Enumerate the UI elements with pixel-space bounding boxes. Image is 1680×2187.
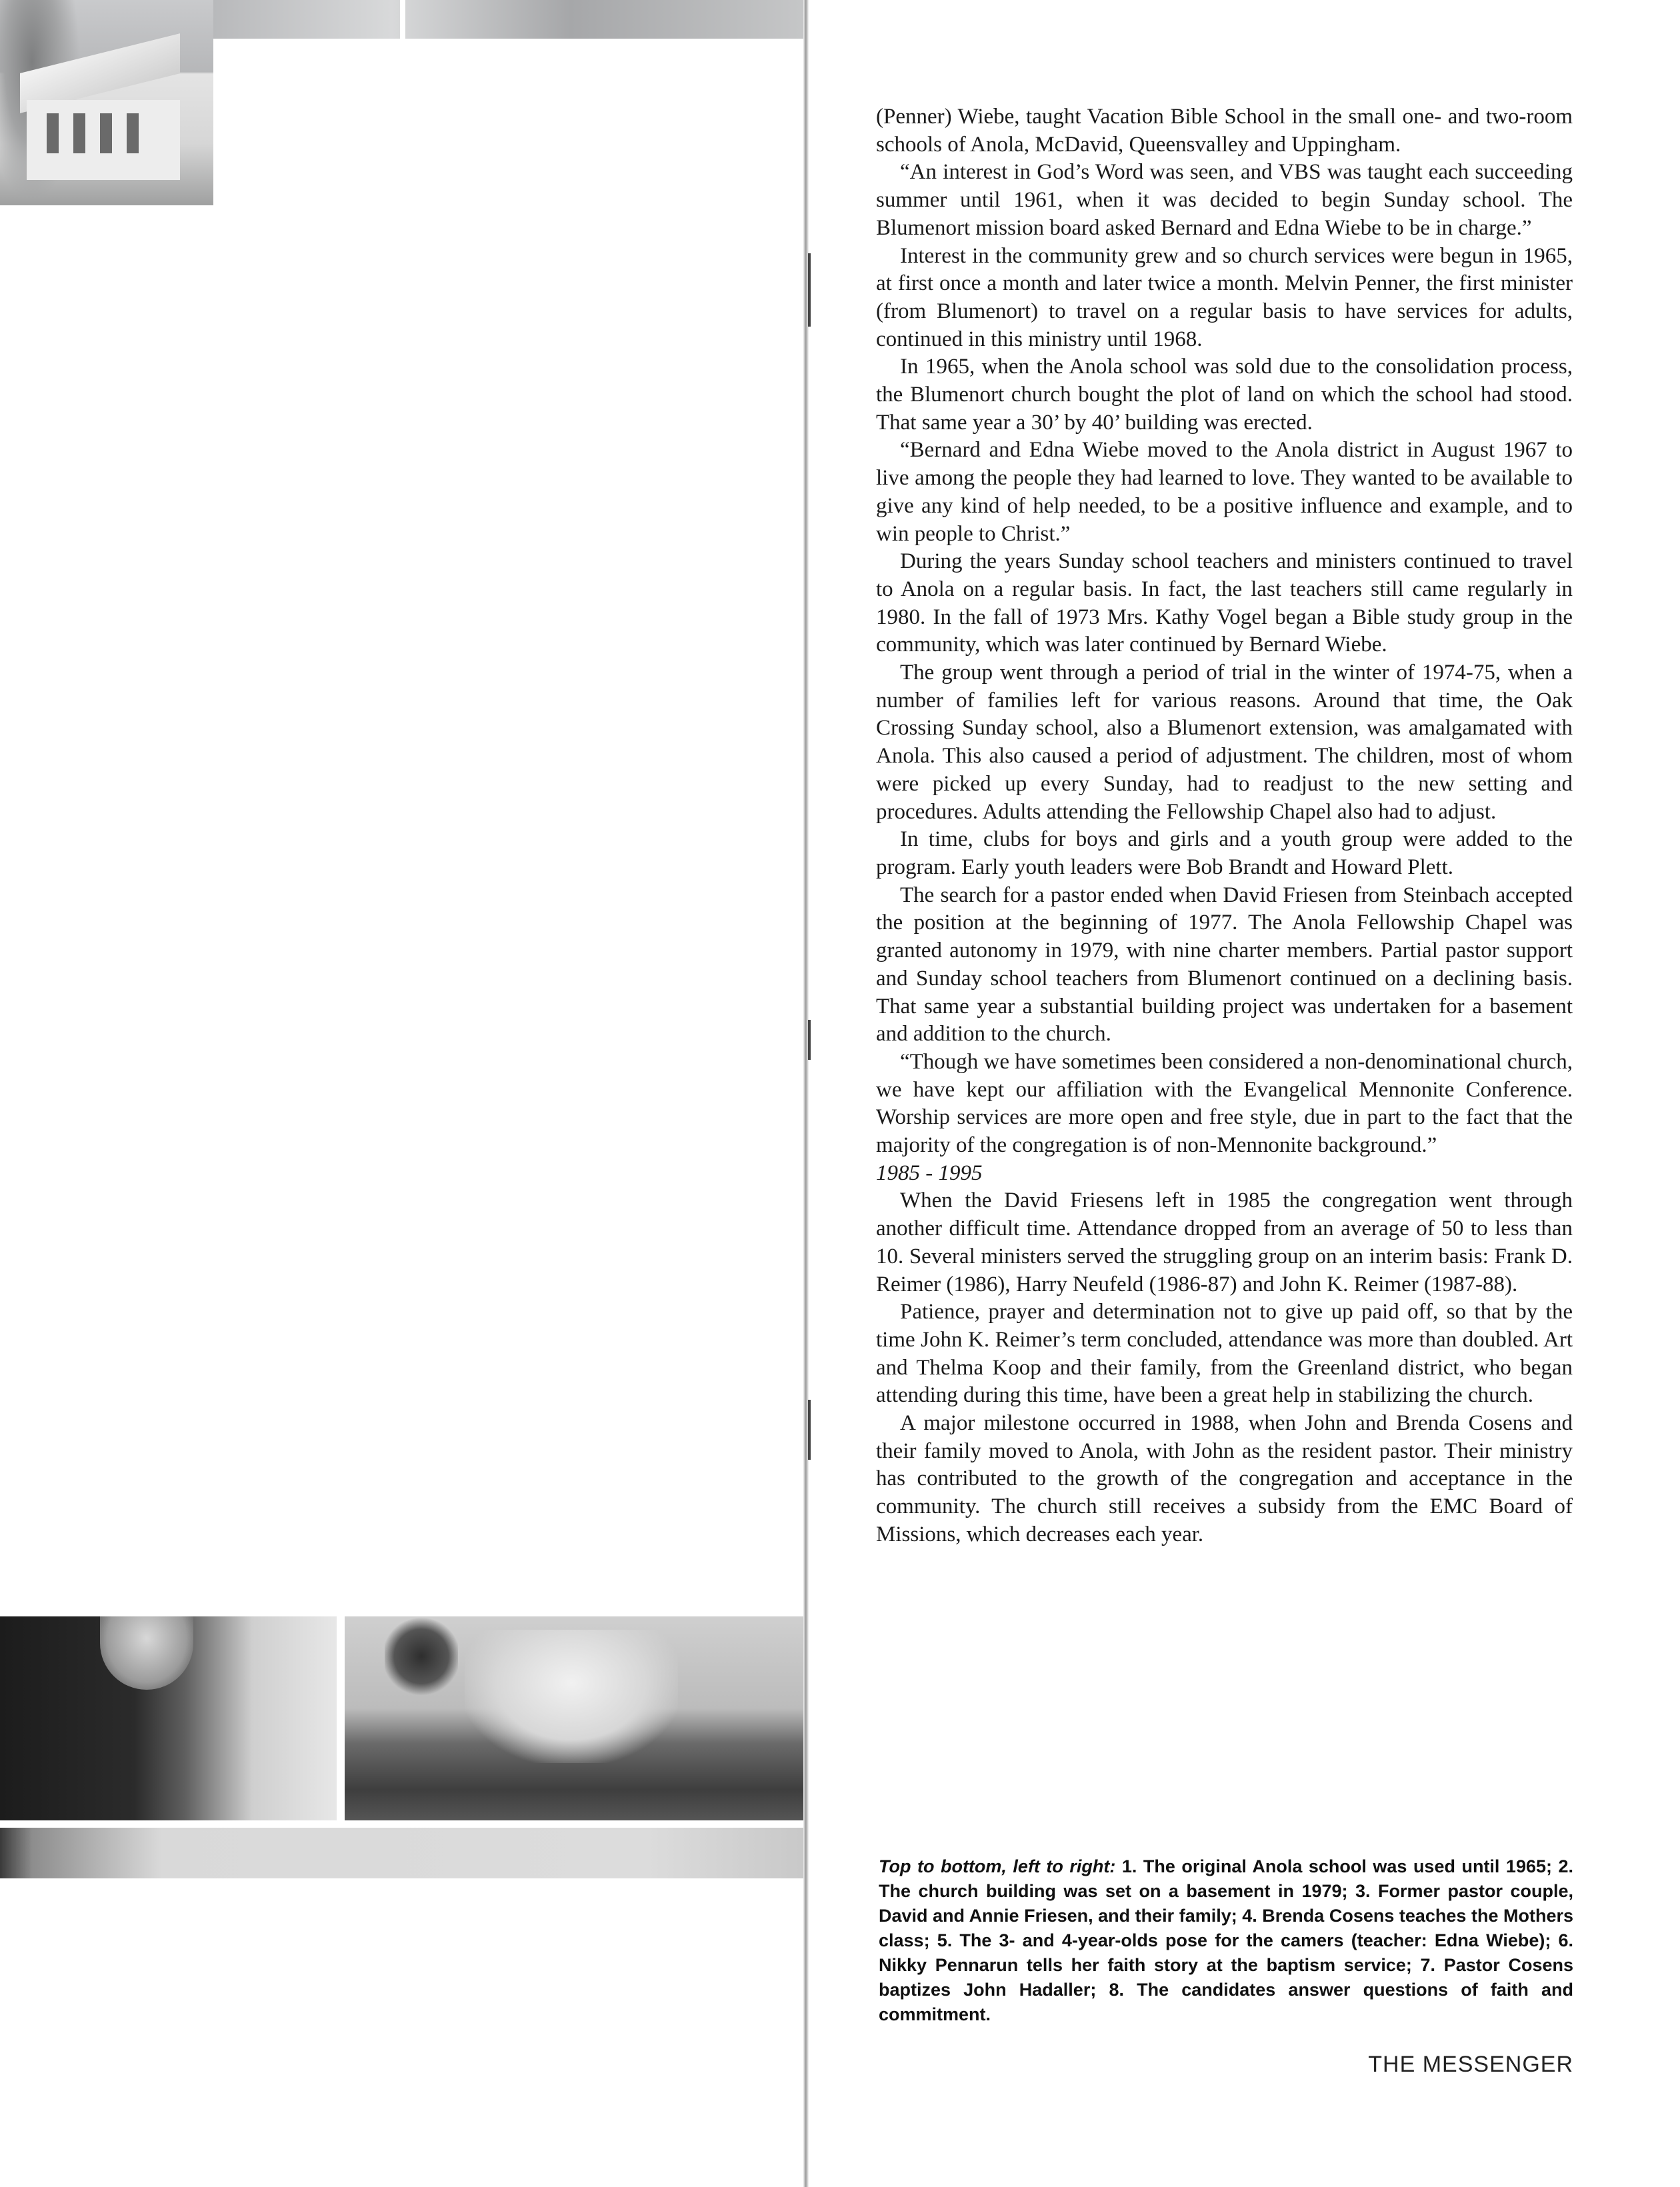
photo-school-window [100,113,112,153]
caption-lead: Top to bottom, left to right: [879,1856,1116,1876]
scan-edge-mark [808,1400,811,1460]
article-paragraph: When the David Friesens left in 1985 the congregation went through another difficult time. Attendance dropped from an average of 50 to less than 10. Several ministers served the struggling group on an interim basis: Frank D. Reimer (1986), Harry Neufeld (1986-87) and John K. Reimer (1987-88). [876,1188,1573,1296]
article-body [876,103,1573,1549]
photo-mothers-class [0,1616,337,1820]
article-paragraph: “Though we have sometimes been considered a non-denominational church, we have kept our affiliation with the Evangelical Mennonite Conference. Worship services are more open and free style, due in part to the fact that the majority of the congregation is of non-Mennonite background.” [876,1049,1573,1158]
article-paragraph: In 1965, when the Anola school was sold due to the consolidation process, the Blumenort church bought the plot of land on which the school had stood. That same year a 30’ by 40’ building was erected. [876,355,1573,435]
article-paragraph: Patience, prayer and determination not to give up paid off, so that by the time John K. Reimer’s term concluded, attendance was more than doubled. Art and Thelma Koop and their family, from the Greenland district, who began attending during this time, have been a great help in stabilizing the church. [876,1300,1573,1408]
caption-text: 1. The original Anola school was used until 1965; 2. The church building was set on a basement in 1979; 3. Former pastor couple, David and Annie Friesen, and their family; 4. Brenda Cosens teaches the Mothers class; 5. The 3- and 4-year-olds pose for the camers (teacher: Edna Wiebe); 6. Nikky Pennarun tells her faith story at the baptism service; 7. Pastor Cosens baptizes John Hadaller; 8. The candidates answer questions of faith and commitment. [879,1856,1574,2024]
photo-baptism [345,1616,808,1820]
article-paragraph: During the years Sunday school teachers and ministers continued to travel to Anola on a regular basis. In fact, the last teachers still came regularly in 1980. In the fall of 1973 Mrs. Kathy Vogel began a Bible study group in the community, which was later continued by Bernard Wiebe. [876,549,1573,657]
article-paragraph: The group went through a period of trial in the winter of 1974-75, when a number of families left for various reasons. Around that time, the Oak Crossing Sunday school, also a Blumenort extension, was amalgamated with Anola. This also caused a period of adjustment. The children, most of whom were picked up every Sunday, had to readjust to the new setting and procedures. Adults attending the Fellowship Chapel also had to adjust. [876,661,1573,824]
photo-school-window [47,113,59,153]
photo-divider [400,0,405,39]
article-paragraph: The search for a pastor ended when David Friesen from Steinbach accepted the position at the beginning of 1977. The Anola Fellowship Chapel was granted autonomy in 1979, with nine charter members. Partial pastor support and Sunday school teachers from Blumenort continued on a declining basis. That same year a substantial building project was undertaken for a basement and addition to the church. [876,883,1573,1047]
photo-figures [465,1630,678,1763]
photo-person [100,1616,193,1690]
photo-school-window [127,113,139,153]
scan-edge-mark [808,253,811,327]
photo-caption [879,1854,1573,2027]
section-subheading: 1985 - 1995 [876,1160,983,1185]
publication-footer: THE MESSENGER [1368,2052,1573,2077]
page-gutter [803,0,809,2187]
photo-school-window [73,113,85,153]
photo-bottom-strip [0,1828,808,1878]
article-paragraph: A major milestone occurred in 1988, when John and Brenda Cosens and their family moved to Anola, with John as the resident pastor. Their ministry has contributed to the growth of the congregation and acceptance in the community. The church still receives a subsidy from the EMC Board of Missions, which decreases each year. [876,1411,1573,1546]
article-paragraph: (Penner) Wiebe, taught Vacation Bible School in the small one- and two-room schools of Anola, McDavid, Queensvalley and Uppingham. [876,105,1573,157]
article-paragraph: In time, clubs for boys and girls and a youth group were added to the program. Early youth leaders were Bob Brandt and Howard Plett. [876,827,1573,879]
article-paragraph: “An interest in God’s Word was seen, and VBS was taught each succeeding summer until 1961, when it was decided to begin Sunday school. The Blumenort mission board asked Bernard and Edna Wiebe to be in charge.” [876,160,1573,240]
photo-plant [385,1616,458,1696]
photo-page [0,0,808,2187]
article-paragraph: “Bernard and Edna Wiebe moved to the Anola district in August 1967 to live among the people they had learned to love. They wanted to be available to give any kind of help needed, to be a positive influence and example, and to win people to Christ.” [876,438,1573,546]
photo-anola-school [0,0,213,205]
photo-top-strip [213,0,808,39]
scan-edge-mark [808,1020,811,1060]
article-paragraph: Interest in the community grew and so church services were begun in 1965, at first once a month and later twice a month. Melvin Penner, the first minister (from Blumenort) to travel on a regular basis to have services for adults, continued in this ministry until 1968. [876,243,1573,351]
